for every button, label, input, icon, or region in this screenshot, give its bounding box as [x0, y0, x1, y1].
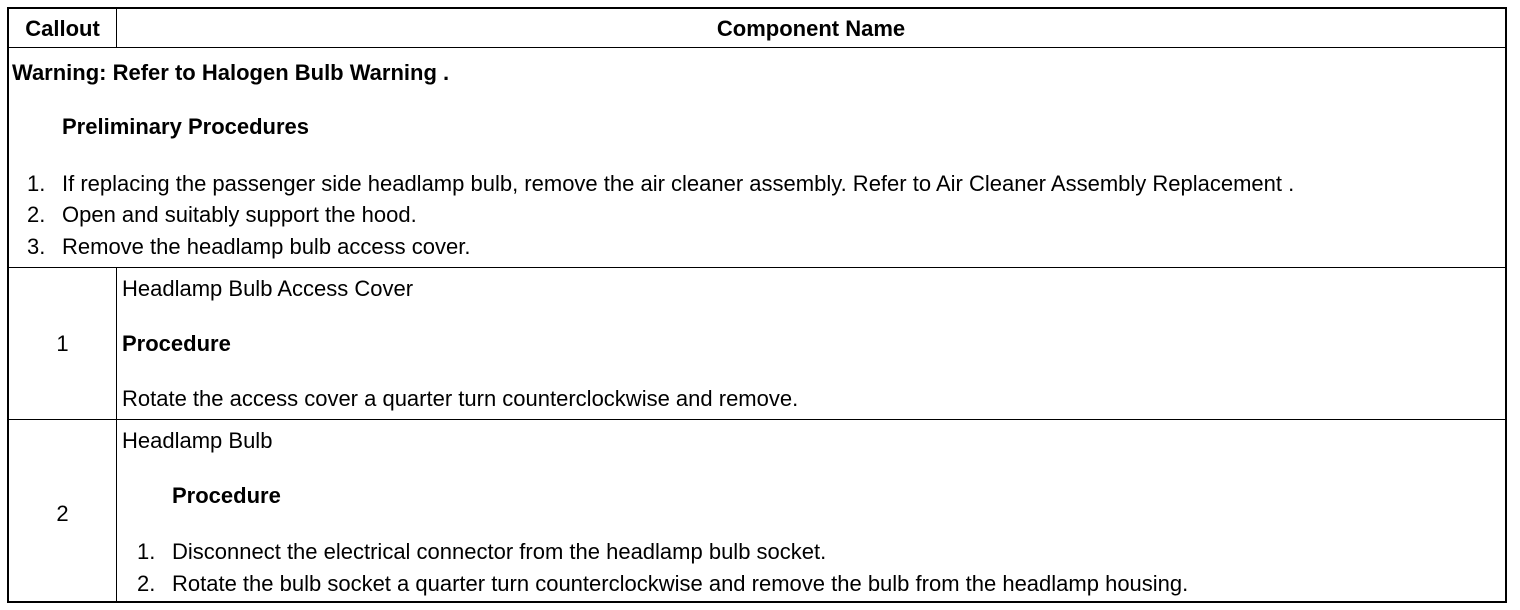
intro-section — [9, 48, 1505, 267]
intro-step-text: If replacing the passenger side headlamp bulb, remove the air cleaner assembly. Refer to Air Cleaner Assembly Replacement . — [62, 171, 1295, 196]
procedure-title: Procedure — [122, 331, 231, 356]
table-row-1-content-cell — [117, 268, 1505, 419]
component-name: Headlamp Bulb Access Cover — [122, 276, 414, 301]
intro-step-number: 2. — [27, 202, 46, 227]
component-name: Headlamp Bulb — [122, 428, 273, 453]
callout-number: 2 — [56, 501, 69, 526]
intro-step-text: Remove the headlamp bulb access cover. — [62, 234, 471, 259]
procedure-text: Rotate the access cover a quarter turn counterclockwise and remove. — [122, 386, 799, 411]
procedure-step-number: 1. — [137, 539, 156, 564]
table-row-2-content-cell — [117, 420, 1505, 601]
callout-number: 1 — [56, 331, 69, 356]
table-row-2-callout-cell — [9, 420, 116, 601]
procedure-title: Procedure — [172, 483, 281, 508]
intro-step-number: 1. — [27, 171, 46, 196]
header-callout: Callout — [25, 16, 100, 41]
procedure-step-text: Rotate the bulb socket a quarter turn counterclockwise and remove the bulb from the headlamp housing. — [172, 571, 1189, 596]
preliminary-title: Preliminary Procedures — [62, 114, 310, 139]
procedure-table — [7, 7, 1507, 603]
procedure-step-number: 2. — [137, 571, 156, 596]
header-component-name: Component Name — [716, 16, 906, 41]
table-row-1-callout-cell — [9, 268, 116, 419]
intro-step-number: 3. — [27, 234, 46, 259]
warning-text: Warning: Refer to Halogen Bulb Warning . — [12, 60, 450, 85]
intro-step-text: Open and suitably support the hood. — [62, 202, 417, 227]
procedure-step-text: Disconnect the electrical connector from the headlamp bulb socket. — [172, 539, 827, 564]
